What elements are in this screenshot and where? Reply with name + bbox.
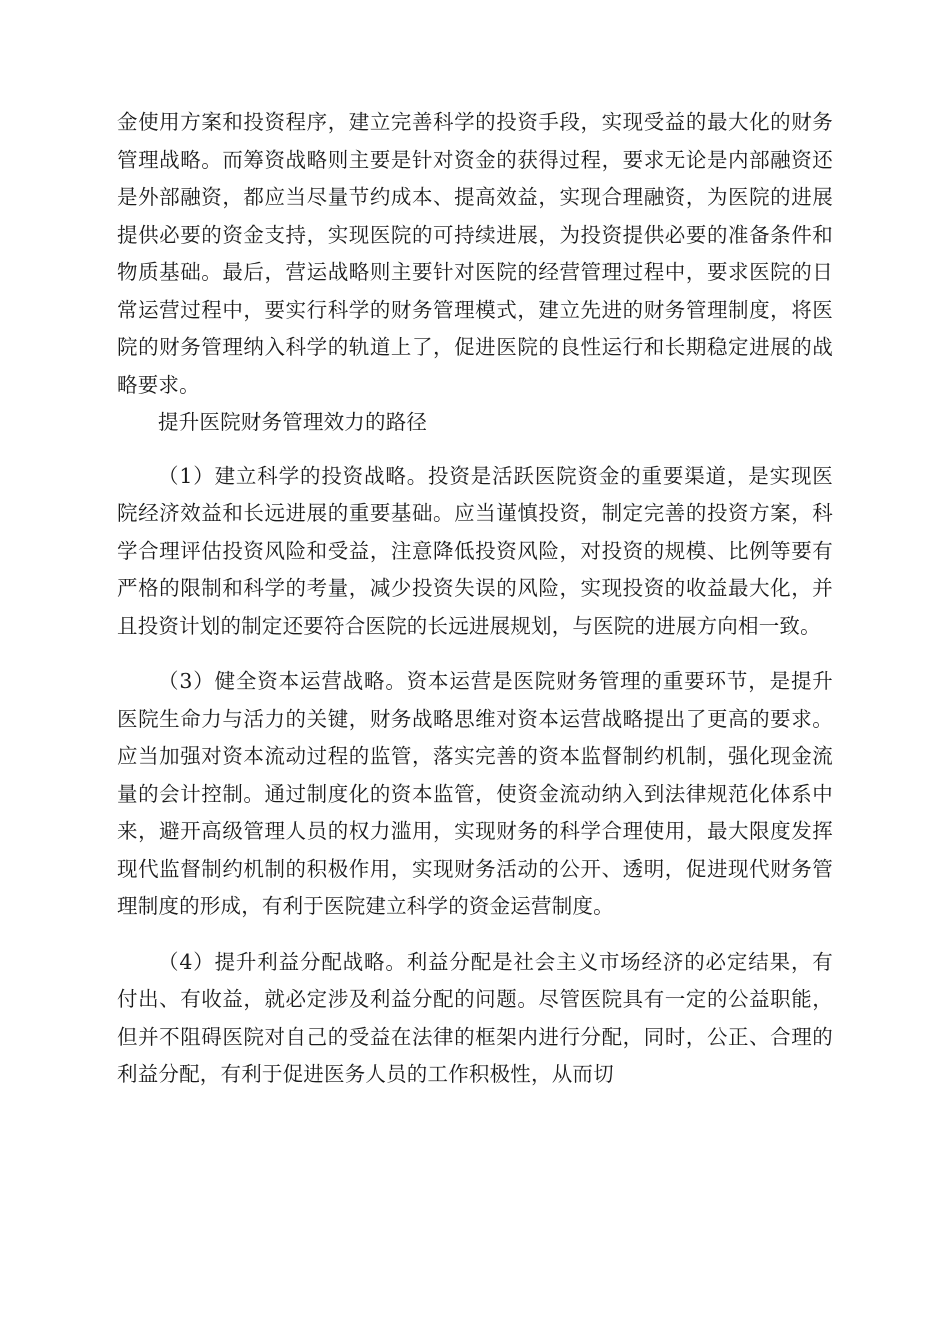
paragraph-capital-operation: （3）健全资本运营战略。资本运营是医院财务管理的重要环节，是提升医院生命力与活力的关键，财务战略思维对资本运营战略提出了更高的要求。应当加强对资本流动过程的监管，落实完善的资本监督制约机制，强化现金流量的会计控制。通过制度化的资本监管，使资金流动纳入到法律规范化体系中来，避开高级管理人员的权力滥用，实现财务的科学合理使用，最大限度发挥现代监督制约机制的积极作用，实现财务活动的公开、透明，促进现代财务管理制度的形成，有利于医院建立科学的资金运营制度。 [117,669,833,918]
paragraph-profit-distribution: （4）提升利益分配战略。利益分配是社会主义市场经济的必定结果，有付出、有收益，就必定涉及利益分配的问题。尽管医院具有一定的公益职能，但并不阻碍医院对自己的受益在法律的框架内进行分配，同时，公正、合理的利益分配，有利于促进医务人员的工作积极性，从而切 [117,949,833,1086]
paragraph-strategy-overview: 金使用方案和投资程序，建立完善科学的投资手段，实现受益的最大化的财务管理战略。而筹资战略则主要是针对资金的获得过程，要求无论是内部融资还是外部融资，都应当尽量节约成本、提高效益，实现合理融资，为医院的进展提供必要的资金支持，实现医院的可持续进展，为投资提供必要的准备条件和物质基础。最后，营运战略则主要针对医院的经营管理过程中，要求医院的日常运营过程中，要实行科学的财务管理模式，建立先进的财务管理制度，将医院的财务管理纳入科学的轨道上了，促进医院的良性运行和长期稳定进展的战略要求。 [117,110,833,397]
document-page [117,104,833,1094]
section-heading: 提升医院财务管理效力的路径 [158,410,428,434]
paragraph-investment-strategy: （1）建立科学的投资战略。投资是活跃医院资金的重要渠道，是实现医院经济效益和长远进展的重要基础。应当谨慎投资，制定完善的投资方案，科学合理评估投资风险和受益，注意降低投资风险，对投资的规模、比例等要有严格的限制和科学的考量，减少投资失误的风险，实现投资的收益最大化，并且投资计划的制定还要符合医院的长远进展规划，与医院的进展方向相一致。 [117,463,833,638]
